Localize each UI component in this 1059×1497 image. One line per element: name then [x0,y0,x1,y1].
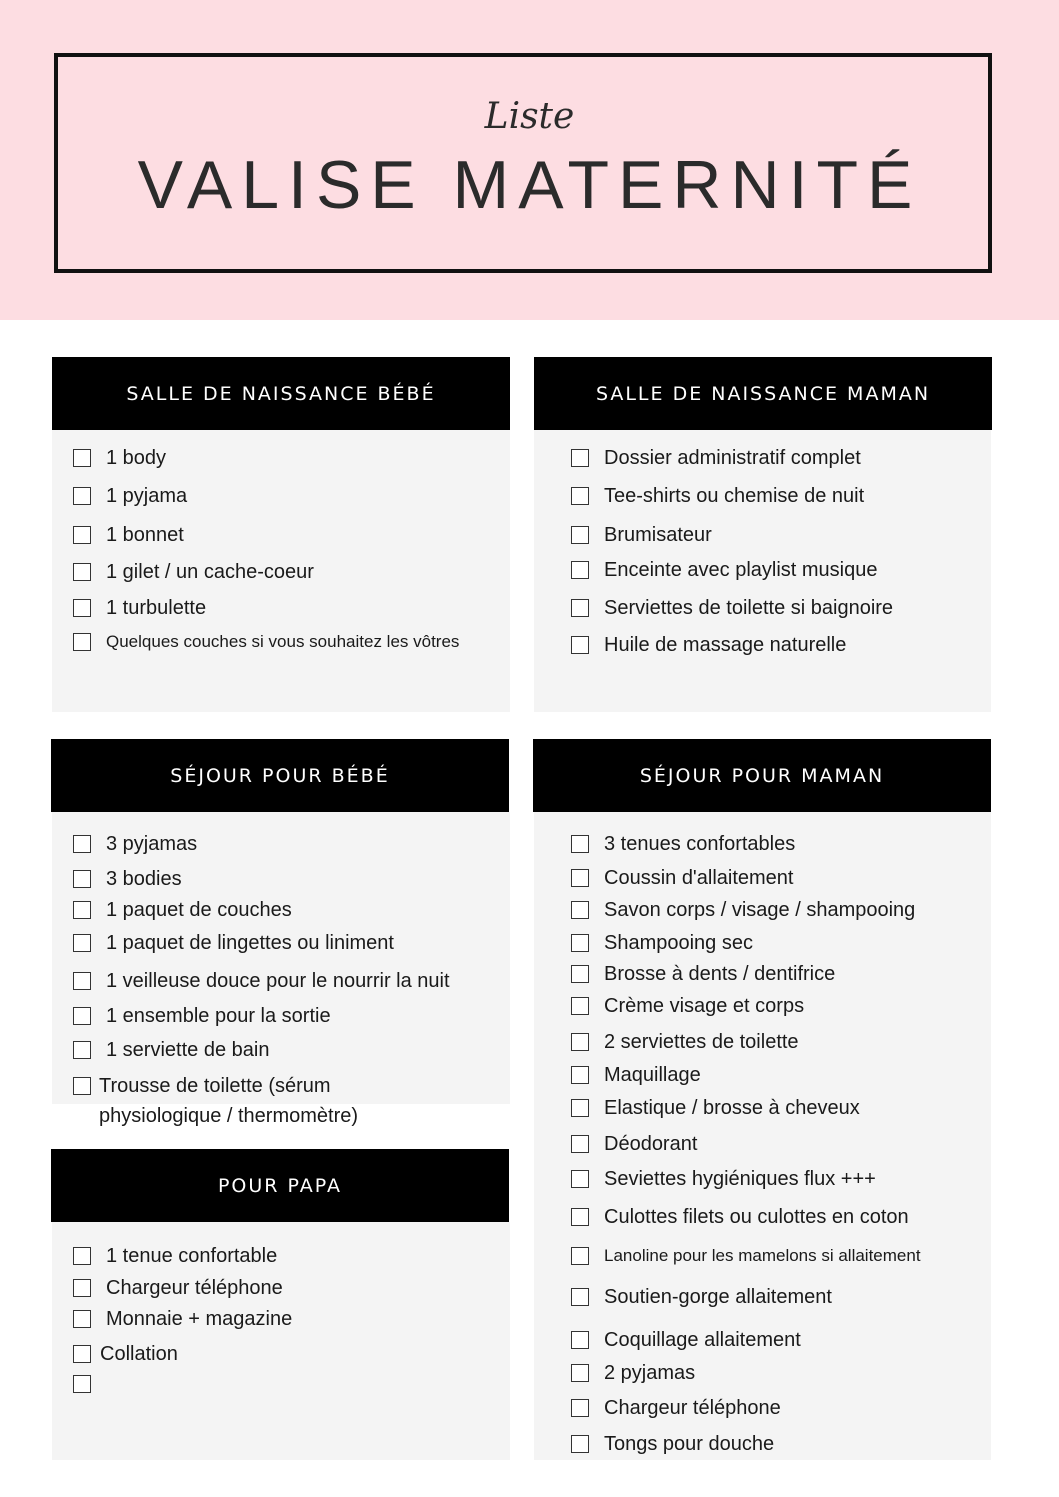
checklist-item[interactable]: Brumisateur [571,524,712,550]
checklist-item[interactable]: 3 bodies [73,868,182,894]
checkbox[interactable] [73,1279,91,1297]
checkbox[interactable] [571,1247,589,1265]
checklist-item-empty[interactable] [73,1373,106,1393]
checklist-item[interactable]: 1 tenue confortable [73,1245,277,1271]
checkbox[interactable] [571,1135,589,1153]
checklist-item[interactable]: 1 gilet / un cache-coeur [73,561,314,587]
checkbox[interactable] [73,1077,91,1095]
checklist-item[interactable]: 1 paquet de lingettes ou liniment [73,932,394,958]
checkbox[interactable] [73,870,91,888]
checklist-item[interactable]: 1 paquet de couches [73,899,292,925]
checkbox[interactable] [73,526,91,544]
checklist-item[interactable]: Huile de massage naturelle [571,634,846,660]
checkbox[interactable] [571,1170,589,1188]
checklist-item[interactable]: Dossier administratif complet [571,447,861,473]
checklist-item[interactable]: Coquillage allaitement [571,1329,801,1355]
checklist-item[interactable]: Elastique / brosse à cheveux [571,1097,860,1123]
checklist-item[interactable]: Culottes filets ou culottes en coton [571,1206,909,1232]
checklist-item[interactable]: 1 bonnet [73,524,184,550]
checkbox[interactable] [571,965,589,983]
checklist-item[interactable]: Tee-shirts ou chemise de nuit [571,485,864,511]
checkbox[interactable] [73,1375,91,1393]
checklist-item[interactable]: 1 body [73,447,166,473]
checkbox[interactable] [73,835,91,853]
checkbox[interactable] [571,901,589,919]
checklist-item[interactable]: 1 veilleuse douce pour le nourrir la nuit [73,970,450,996]
checklist-item[interactable]: Quelques couches si vous souhaitez les vôtres [73,631,459,657]
checkbox[interactable] [73,1310,91,1328]
section-header-maman-sejour: SÉJOUR POUR MAMAN [533,739,991,812]
section-header-maman-naissance: SALLE DE NAISSANCE MAMAN [534,357,992,430]
checklist-item[interactable]: Chargeur téléphone [73,1277,283,1303]
checkbox[interactable] [571,526,589,544]
checklist-item[interactable]: 1 pyjama [73,485,187,511]
checklist-item[interactable]: Chargeur téléphone [571,1397,781,1423]
checklist-item[interactable]: Tongs pour douche [571,1433,774,1459]
checklist-item[interactable]: 2 serviettes de toilette [571,1031,799,1057]
checklist-item[interactable]: 1 ensemble pour la sortie [73,1005,331,1031]
checkbox[interactable] [571,1364,589,1382]
checkbox[interactable] [73,449,91,467]
checkbox[interactable] [571,636,589,654]
checkbox[interactable] [73,901,91,919]
checklist-item[interactable]: Brosse à dents / dentifrice [571,963,835,989]
checklist-item[interactable]: Serviettes de toilette si baignoire [571,597,893,623]
page-subtitle: Liste [484,96,575,137]
checklist-item[interactable]: Lanoline pour les mamelons si allaitement [571,1245,921,1271]
checkbox[interactable] [73,599,91,617]
checkbox[interactable] [571,599,589,617]
checklist-item[interactable]: Coussin d'allaitement [571,867,793,893]
checkbox[interactable] [73,972,91,990]
checklist-item[interactable]: Déodorant [571,1133,697,1159]
checkbox[interactable] [571,1435,589,1453]
checkbox[interactable] [571,1331,589,1349]
checklist-item[interactable]: Collation [73,1343,178,1369]
checklist-item[interactable]: Shampooing sec [571,932,753,958]
section-header-bebe-naissance: SALLE DE NAISSANCE BÉBÉ [52,357,510,430]
section-header-papa: POUR PAPA [51,1149,509,1222]
checkbox[interactable] [571,835,589,853]
page-title: VALISE MATERNITÉ [137,147,922,223]
checkbox[interactable] [571,1288,589,1306]
checklist-item[interactable]: 3 pyjamas [73,833,197,859]
checkbox[interactable] [571,1033,589,1051]
checkbox[interactable] [73,487,91,505]
checkbox[interactable] [571,1099,589,1117]
checklist-item[interactable]: Monnaie + magazine [73,1308,292,1334]
checkbox[interactable] [571,487,589,505]
checkbox[interactable] [571,997,589,1015]
checkbox[interactable] [73,1247,91,1265]
checklist-item[interactable]: Savon corps / visage / shampooing [571,899,915,925]
checkbox[interactable] [571,449,589,467]
checkbox[interactable] [571,1066,589,1084]
checkbox[interactable] [73,633,91,651]
section-header-bebe-sejour: SÉJOUR POUR BÉBÉ [51,739,509,812]
checkbox[interactable] [571,869,589,887]
checkbox[interactable] [571,1208,589,1226]
checklist-item[interactable]: 2 pyjamas [571,1362,695,1388]
checklist-item[interactable]: 1 serviette de bain [73,1039,269,1065]
checkbox[interactable] [73,934,91,952]
checklist-item[interactable]: Crème visage et corps [571,995,804,1021]
checklist-item[interactable]: Seviettes hygiéniques flux +++ [571,1168,876,1194]
checkbox[interactable] [571,561,589,579]
checkbox[interactable] [73,1007,91,1025]
checkbox[interactable] [73,1345,91,1363]
checkbox[interactable] [571,1399,589,1417]
checkbox[interactable] [571,934,589,952]
checklist-item[interactable]: Enceinte avec playlist musique [571,559,877,585]
checklist-item[interactable]: Soutien-gorge allaitement [571,1286,832,1312]
checklist-item[interactable]: 1 turbulette [73,597,206,623]
checklist-item[interactable]: 3 tenues confortables [571,833,795,859]
checklist-item[interactable]: Trousse de toilette (sérum physiologique / thermomètre) [73,1075,358,1131]
checklist-item[interactable]: Maquillage [571,1064,701,1090]
checkbox[interactable] [73,563,91,581]
checkbox[interactable] [73,1041,91,1059]
header-banner [0,0,1059,320]
